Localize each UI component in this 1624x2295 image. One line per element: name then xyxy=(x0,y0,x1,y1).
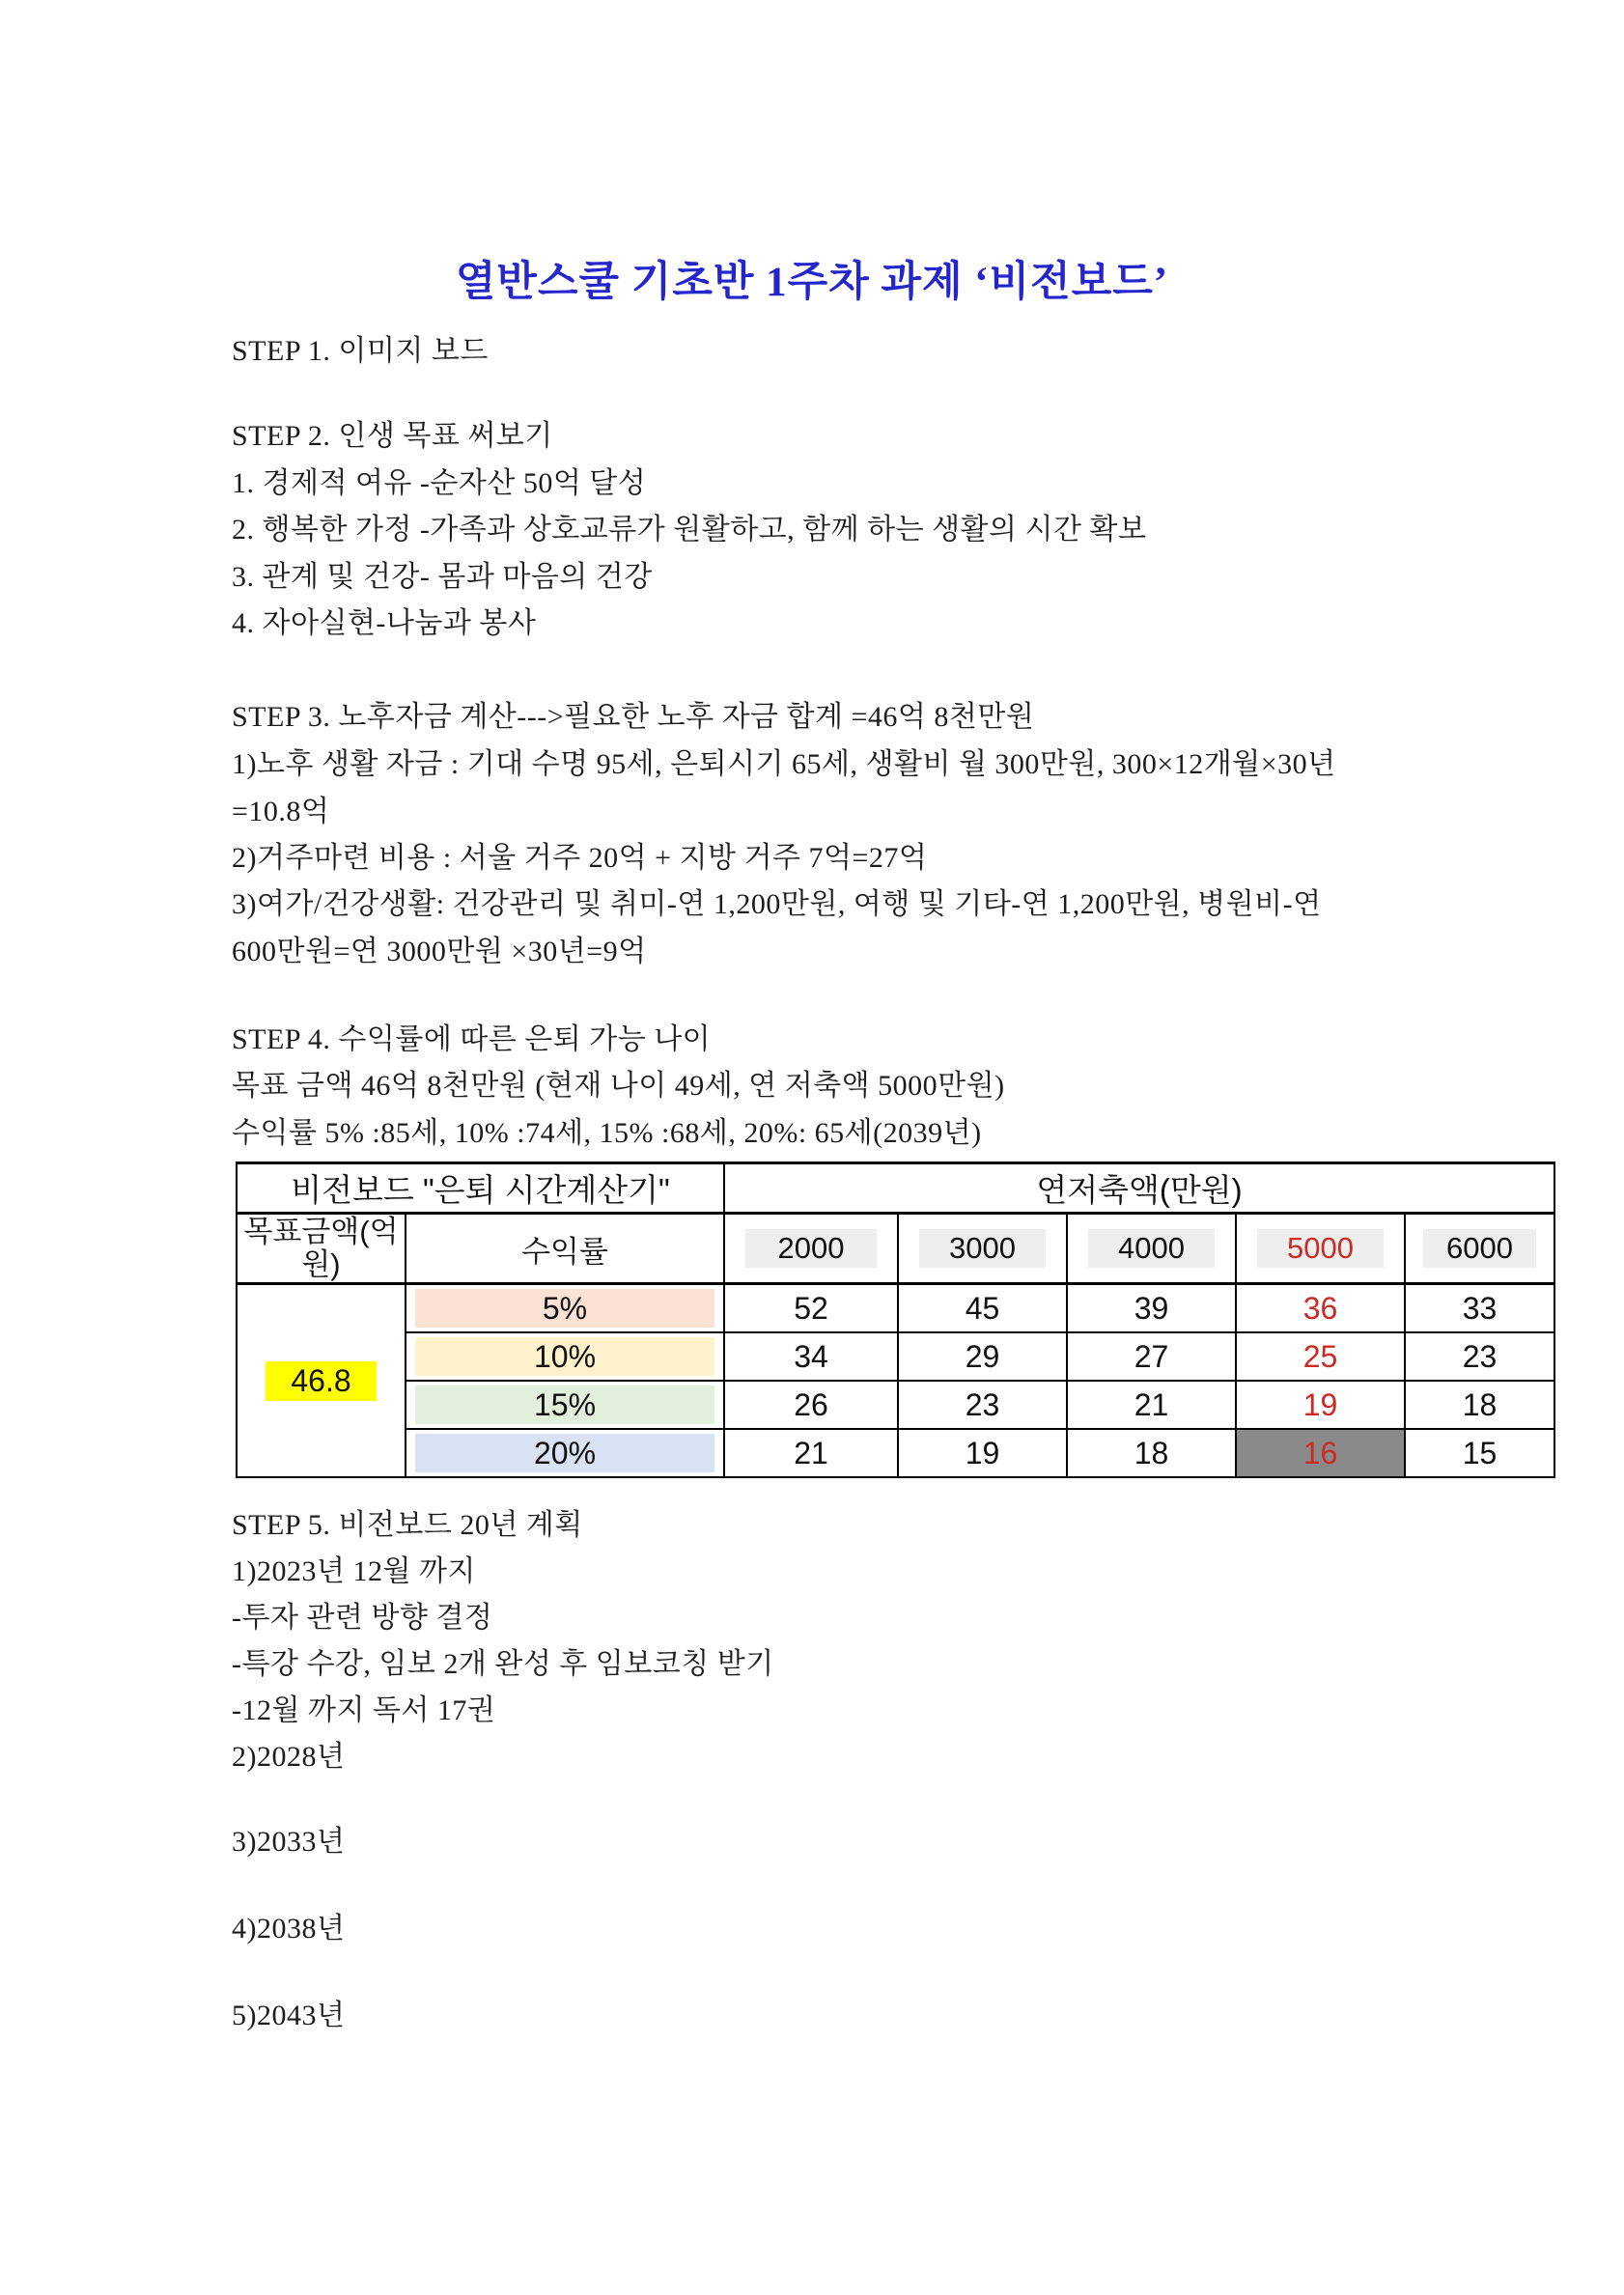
target-amount-cell xyxy=(237,1284,406,1478)
age-cell: 52 xyxy=(724,1284,898,1333)
step3-line: =10.8억 xyxy=(232,796,330,827)
savings-header-cell xyxy=(724,1214,898,1284)
age-cell: 18 xyxy=(1405,1381,1554,1429)
table-header-row xyxy=(237,1214,1554,1284)
table-title-left-cell: 비전보드 "은퇴 시간계산기" xyxy=(237,1163,724,1214)
age-cell: 15 xyxy=(1405,1429,1554,1477)
rate-band-5pct: 5% xyxy=(415,1289,714,1328)
step5-line: 2)2028년 xyxy=(232,1741,346,1773)
age-cell-highlighted: 25 xyxy=(1236,1332,1405,1381)
step5-line: -12월 까지 독서 17권 xyxy=(232,1694,496,1726)
age-cell-selected: 16 xyxy=(1236,1429,1405,1477)
table-title-row xyxy=(237,1163,1554,1214)
table-row-10pct xyxy=(237,1332,1554,1381)
step3-line: 2)거주마련 비용 : 서울 거주 20억 + 지방 거주 7억=27억 xyxy=(232,842,928,874)
age-cell: 19 xyxy=(898,1429,1067,1477)
step3-line: 600만원=연 3000만원 ×30년=9억 xyxy=(232,936,647,967)
age-cell-highlighted: 36 xyxy=(1236,1284,1405,1333)
step2-item: 2. 행복한 가정 -가족과 상호교류가 원활하고, 함께 하는 생활의 시간 확보 xyxy=(232,514,1147,546)
age-cell: 18 xyxy=(1067,1429,1236,1477)
retirement-calculator-table xyxy=(236,1161,1555,1478)
rate-cell xyxy=(406,1381,724,1429)
age-cell: 33 xyxy=(1405,1284,1554,1333)
age-cell: 26 xyxy=(724,1381,898,1429)
age-cell-highlighted: 19 xyxy=(1236,1381,1405,1429)
savings-header-band: 3000 xyxy=(919,1229,1046,1268)
rate-band-15pct: 15% xyxy=(415,1385,714,1424)
rate-header-cell: 수익률 xyxy=(406,1214,724,1284)
rate-cell xyxy=(406,1429,724,1477)
table-row-15pct xyxy=(237,1381,1554,1429)
savings-header-band: 6000 xyxy=(1423,1229,1535,1268)
step5-line: -특강 수강, 임보 2개 완성 후 임보코칭 받기 xyxy=(232,1648,774,1680)
rate-band-10pct: 10% xyxy=(415,1337,714,1376)
step2-item: 3. 관계 및 건강- 몸과 마음의 건강 xyxy=(232,561,653,593)
target-amount-header-cell: 목표금액(억원) xyxy=(237,1214,406,1284)
savings-header-cell xyxy=(1067,1214,1236,1284)
step4-heading: STEP 4. 수익률에 따른 은퇴 가능 나이 xyxy=(232,1023,712,1055)
step1-heading: STEP 1. 이미지 보드 xyxy=(232,335,489,367)
age-cell: 27 xyxy=(1067,1332,1236,1381)
age-cell: 29 xyxy=(898,1332,1067,1381)
step5-line: 1)2023년 12월 까지 xyxy=(232,1555,476,1587)
step3-line: 1)노후 생활 자금 : 기대 수명 95세, 은퇴시기 65세, 생활비 월 300만원, 300×12개월×30년 xyxy=(232,748,1336,780)
savings-header-band-highlighted: 5000 xyxy=(1257,1229,1384,1268)
step3-heading: STEP 3. 노후자금 계산--->필요한 노후 자금 합계 =46억 8천만원 xyxy=(232,701,1035,733)
age-cell: 45 xyxy=(898,1284,1067,1333)
age-cell: 21 xyxy=(724,1429,898,1477)
step2-item: 1. 경제적 여유 -순자산 50억 달성 xyxy=(232,467,647,499)
step3-line: 3)여가/건강생활: 건강관리 및 취미-연 1,200만원, 여행 및 기타-연 1,200만원, 병원비-연 xyxy=(232,888,1322,920)
step4-rates-line: 수익률 5% :85세, 10% :74세, 15% :68세, 20%: 65세(2039년) xyxy=(232,1117,982,1149)
age-cell: 39 xyxy=(1067,1284,1236,1333)
step5-milestone: 3)2033년 xyxy=(232,1826,346,1858)
table-title-right-cell: 연저축액(만원) xyxy=(724,1163,1554,1214)
savings-header-cell-highlighted xyxy=(1236,1214,1405,1284)
age-cell: 21 xyxy=(1067,1381,1236,1429)
savings-header-band: 2000 xyxy=(745,1229,876,1268)
age-cell: 23 xyxy=(898,1381,1067,1429)
step4-target-line: 목표 금액 46억 8천만원 (현재 나이 49세, 연 저축액 5000만원) xyxy=(232,1070,1005,1102)
step5-milestone: 4)2038년 xyxy=(232,1913,346,1945)
savings-header-cell xyxy=(898,1214,1067,1284)
table-row-20pct xyxy=(237,1429,1554,1477)
table-row-5pct xyxy=(237,1284,1554,1333)
step2-heading: STEP 2. 인생 목표 써보기 xyxy=(232,420,553,452)
step2-item: 4. 자아실현-나눔과 봉사 xyxy=(232,607,537,639)
step5-heading: STEP 5. 비전보드 20년 계획 xyxy=(232,1509,583,1541)
rate-cell xyxy=(406,1284,724,1333)
savings-header-band: 4000 xyxy=(1088,1229,1215,1268)
rate-band-20pct: 20% xyxy=(415,1434,714,1472)
age-cell: 23 xyxy=(1405,1332,1554,1381)
age-cell: 34 xyxy=(724,1332,898,1381)
step5-line: -투자 관련 방향 결정 xyxy=(232,1602,493,1634)
savings-header-cell xyxy=(1405,1214,1554,1284)
target-amount-highlight: 46.8 xyxy=(266,1361,376,1401)
step5-milestone: 5)2043년 xyxy=(232,2000,346,2031)
document-title: 열반스쿨 기초반 1주차 과제 ‘비전보드’ xyxy=(455,260,1169,305)
rate-cell xyxy=(406,1332,724,1381)
